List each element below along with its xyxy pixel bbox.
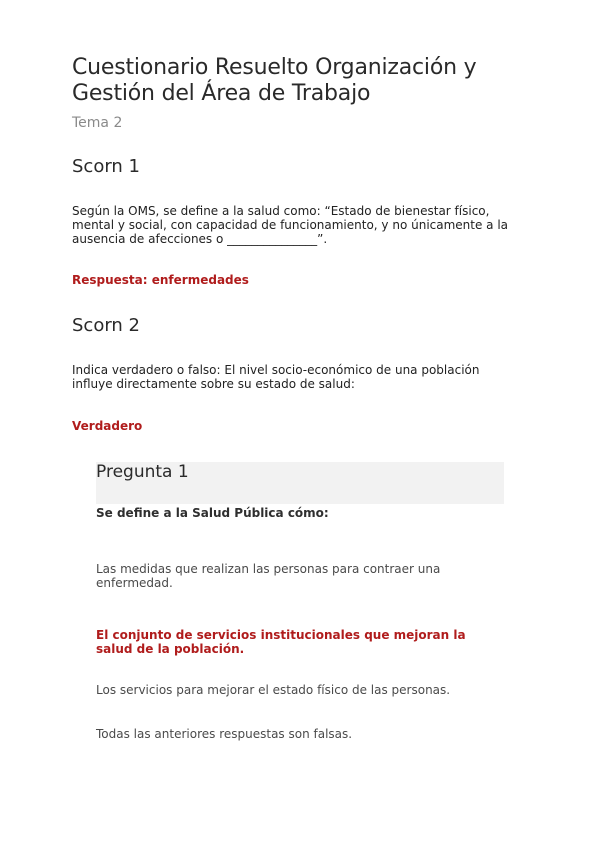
section-answer-scorn-2: Verdadero [72,419,143,433]
question-option-3: Los servicios para mejorar el estado físico de las personas. [96,683,451,697]
question-option-1: Las medidas que realizan las personas para contraer una enfermedad. [96,562,441,590]
question-option-2-correct: El conjunto de servicios institucionales que mejoran la salud de la población. [96,628,466,656]
question-option-4: Todas las anteriores respuestas son falsas. [96,727,353,741]
question-prompt: Se define a la Salud Pública cómo: [96,506,329,520]
section-answer-scorn-1: Respuesta: enfermedades [72,273,249,287]
section-heading-scorn-2: Scorn 2 [72,315,141,336]
question-title: Pregunta 1 [96,462,189,482]
question-box [96,462,504,504]
section-question-scorn-1: Según la OMS, se define a la salud como: “Estado de bienestar físico, mental y social, con capacidad de funcionamiento, y no únicamente a la ausencia de afecciones o _______________”. [72,204,509,246]
document-subtitle: Tema 2 [72,115,123,131]
section-heading-scorn-1: Scorn 1 [72,156,141,177]
document-title: Cuestionario Resuelto Organización y Gestión del Área de Trabajo [72,55,477,106]
section-question-scorn-2: Indica verdadero o falso: El nivel socio-económico de una población influye directamente sobre su estado de salud: [72,363,480,391]
